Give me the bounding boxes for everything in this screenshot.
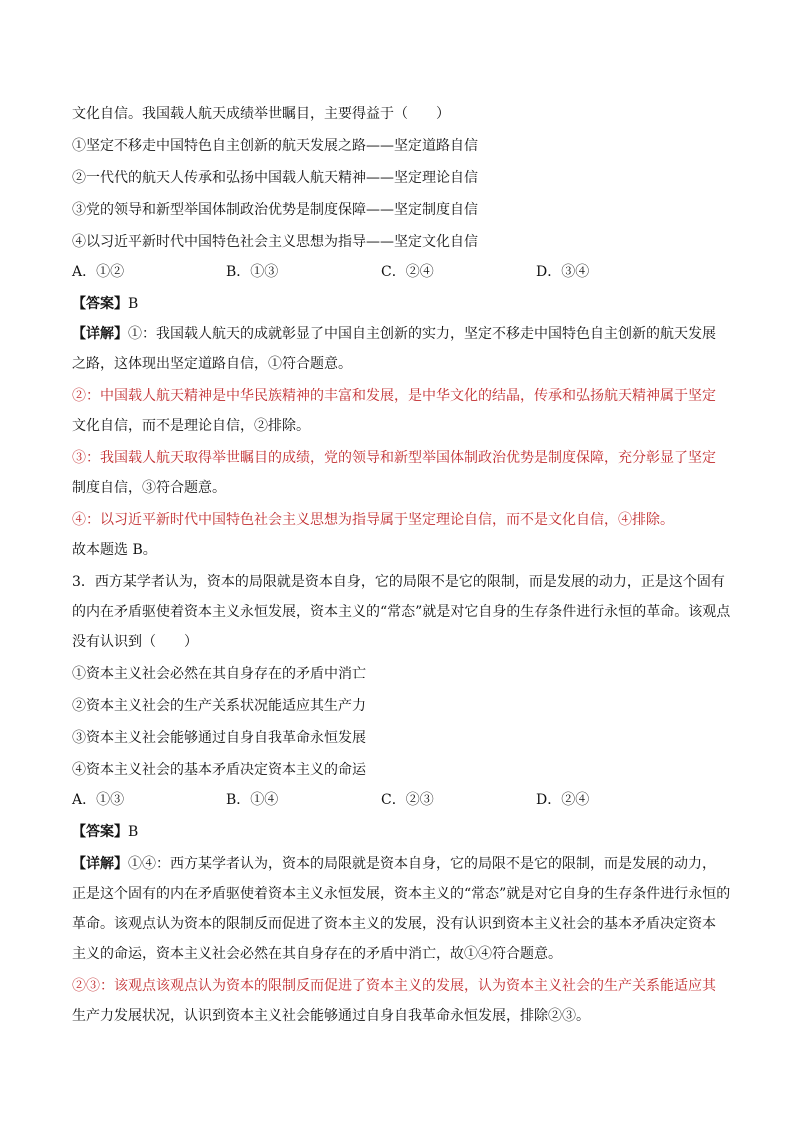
- q3-detail-text: ①④：西方某学者认为，资本的局限就是资本自身，它的局限不是它的限制，而是发展的动力，: [128, 856, 716, 872]
- option-a: A．①②: [72, 264, 125, 280]
- detail-red-line-1: ②：中国载人航天精神是中华民族精神的丰富和发展，是中华文化的结晶，传承和弘扬航天精神属于坚定: [72, 388, 716, 404]
- q3-detail-line-2: 正是这个固有的内在矛盾驱使着资本主义永恒发展，资本主义的“常态”就是对它自身的生存条件进行永恒的: [72, 886, 731, 902]
- q3-answer-value: B: [128, 824, 139, 840]
- detail-red-line-3: ④：以习近平新时代中国特色社会主义思想为指导属于坚定理论自信，而不是文化自信，④排除。: [72, 512, 674, 528]
- q3-option-a: A．①③: [72, 792, 125, 808]
- detail-text: ①：我国载人航天的成就彰显了中国自主创新的实力，坚定不移走中国特色自主创新的航天发展: [128, 326, 716, 342]
- statement-item-2: ②一代代的航天人传承和弘扬中国载人航天精神——坚定理论自信: [72, 170, 478, 186]
- q3-item-3: ③资本主义社会能够通过自身自我革命永恒发展: [72, 730, 366, 746]
- q3-item-4: ④资本主义社会的基本矛盾决定资本主义的命运: [72, 762, 366, 778]
- detail-red-line-2: ③：我国载人航天取得举世瞩目的成绩，党的领导和新型举国体制政治优势是制度保障，充分彰显了坚定: [72, 450, 716, 466]
- option-b: B．①③: [226, 264, 279, 280]
- detail-line-1: [72, 324, 732, 344]
- q3-answer-tag: 【答案】: [72, 824, 128, 840]
- question-3-line-2: 的内在矛盾驱使着资本主义永恒发展，资本主义的“常态”就是对它自身的生存条件进行永恒的革命。该观点: [72, 604, 731, 620]
- q3-answer-line: [72, 822, 732, 842]
- q3-detail-tag: 【详解】: [72, 856, 128, 872]
- q3-option-c: C．②③: [381, 792, 434, 808]
- answer-tag: 【答案】: [72, 296, 128, 312]
- detail-line-2: 之路，这体现出坚定道路自信，①符合题意。: [72, 356, 352, 372]
- statement-item-1: ①坚定不移走中国特色自主创新的航天发展之路——坚定道路自信: [72, 138, 478, 154]
- q3-option-b: B．①④: [226, 792, 279, 808]
- question-3-line-1: 3．西方某学者认为，资本的局限就是资本自身，它的局限不是它的限制，而是发展的动力，正是这个固有: [72, 574, 725, 590]
- q3-detail-line-3: 革命。该观点认为资本的限制反而促进了资本主义的发展，没有认识到资本主义社会的基本矛盾决定资本: [72, 916, 716, 932]
- q3-item-1: ①资本主义社会必然在其自身存在的矛盾中消亡: [72, 666, 366, 682]
- answer-value: B: [128, 296, 139, 312]
- q3-red-line-1: ②③：该观点该观点认为资本的限制反而促进了资本主义的发展，认为资本主义社会的生产关系能适应其: [72, 978, 716, 994]
- q3-detail-line-1: [72, 854, 732, 874]
- statement-item-3: ③党的领导和新型举国体制政治优势是制度保障——坚定制度自信: [72, 202, 478, 218]
- q3-detail-line-5: 生产力发展状况，认识到资本主义社会能够通过自身自我革命永恒发展，排除②③。: [72, 1008, 590, 1024]
- statement-item-4: ④以习近平新时代中国特色社会主义思想为指导——坚定文化自信: [72, 234, 478, 250]
- detail-tag: 【详解】: [72, 326, 128, 342]
- q3-detail-line-4: 主义的命运，资本主义社会必然在其自身存在的矛盾中消亡，故①④符合题意。: [72, 946, 562, 962]
- answer-line: [72, 294, 732, 314]
- detail-line-3: 文化自信，而不是理论自信，②排除。: [72, 418, 310, 434]
- q3-item-2: ②资本主义社会的生产关系状况能适应其生产力: [72, 698, 366, 714]
- question-tail: 文化自信。我国载人航天成绩举世瞩目，主要得益于（ ）: [72, 106, 450, 122]
- option-c: C．②④: [381, 264, 434, 280]
- q3-option-d: D．②④: [536, 792, 590, 808]
- detail-line-4: 制度自信，③符合题意。: [72, 480, 226, 496]
- conclusion: 故本题选 B。: [72, 542, 157, 558]
- option-d: D．③④: [536, 264, 590, 280]
- question-3-line-3: 没有认识到（ ）: [72, 634, 198, 650]
